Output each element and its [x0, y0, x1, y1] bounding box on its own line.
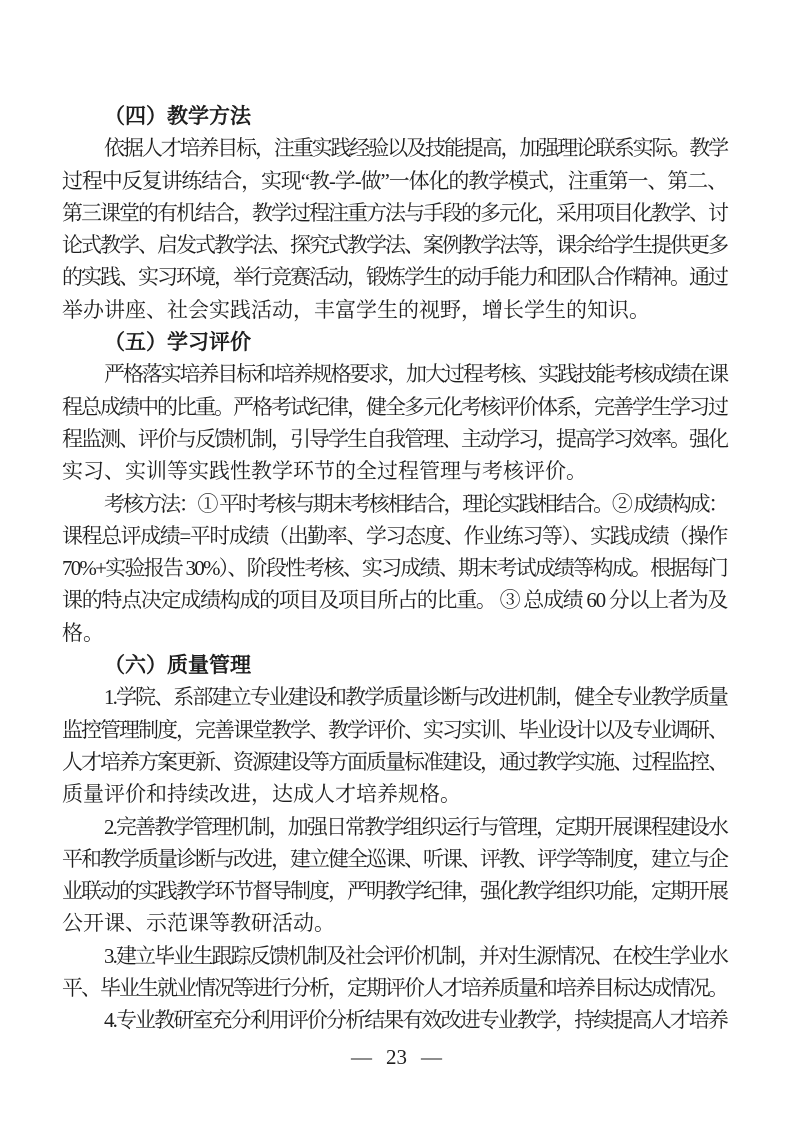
paragraph-line: 考核方法：① 平时考核与期末考核相结合，理论实践相结合。② 成绩构成：: [104, 491, 727, 516]
paragraph-line: 严格落实培养目标和培养规格要求，加大过程考核、实践技能考核成绩在课: [104, 362, 727, 387]
paragraph-line: 课的特点决定成绩构成的项目及项目所占的比重。 ③ 总成绩 60 分以上者为及: [62, 588, 727, 613]
paragraph-line: 公开课、示范课等教研活动。: [62, 911, 335, 936]
paragraph-line: 业联动的实践教学环节督导制度，严明教学纪律，强化教学组织功能，定期开展: [62, 879, 727, 904]
footer-right-dash: —: [421, 1045, 442, 1069]
paragraph-line: 第三课堂的有机结合，教学过程注重方法与手段的多元化，采用项目化教学、讨: [62, 200, 727, 225]
page-number: 23: [386, 1045, 407, 1069]
footer-left-dash: —: [351, 1045, 372, 1069]
paragraph-line: 过程中反复讲练结合，实现“教-学-做”一体化的教学模式，注重第一、第二、: [62, 168, 728, 193]
paragraph-line: 的实践、实习环境，举行竞赛活动，锻炼学生的动手能力和团队合作精神。通过: [62, 265, 727, 290]
section-heading: （四）教学方法: [104, 104, 251, 128]
paragraph-line: 3.建立毕业生跟踪反馈机制及社会评价机制，并对生源情况、在校生学业水: [104, 943, 727, 968]
paragraph-line: 实习、实训等实践性教学环节的全过程管理与考核评价。: [62, 459, 587, 484]
document-body: [62, 100, 727, 1037]
paragraph-line: 举办讲座、社会实践活动，丰富学生的视野，增长学生的知识。: [62, 297, 650, 322]
paragraph-line: 监控管理制度，完善课堂教学、教学评价、实习实训、毕业设计以及专业调研、: [62, 717, 727, 742]
paragraph-line: 4.专业教研室充分利用评价分析结果有效改进专业教学，持续提高人才培养: [104, 1008, 727, 1033]
paragraph-line: 程监测、评价与反馈机制，引导学生自我管理、主动学习，提高学习效率。强化: [62, 426, 727, 451]
paragraph-line: 课程总评成绩=平时成绩（出勤率、学习态度、作业练习等）、实践成绩（操作: [62, 523, 727, 548]
paragraph-line: 程总成绩中的比重。严格考试纪律，健全多元化考核评价体系，完善学生学习过: [62, 394, 727, 419]
paragraph-line: 平和教学质量诊断与改进，建立健全巡课、听课、评教、评学等制度，建立与企: [62, 846, 727, 871]
paragraph-line: 70%+实验报告 30%）、阶段性考核、实习成绩、期末考试成绩等构成。根据每门: [62, 556, 727, 581]
section-heading: （六）质量管理: [104, 653, 251, 678]
paragraph-line: 2.完善教学管理机制，加强日常教学组织运行与管理，定期开展课程建设水: [104, 814, 727, 839]
section-heading: （五）学习评价: [104, 330, 251, 355]
paragraph-line: 格。: [62, 620, 104, 645]
paragraph-line: 平、毕业生就业情况等进行分析，定期评价人才培养质量和培养目标达成情况。: [62, 976, 727, 1001]
paragraph-line: 质量评价和持续改进，达成人才培养规格。: [62, 782, 461, 807]
paragraph-line: 1.学院、系部建立专业建设和教学质量诊断与改进机制，健全专业教学质量: [104, 685, 727, 710]
paragraph-line: 人才培养方案更新、资源建设等方面质量标准建设，通过教学实施、过程监控、: [62, 749, 727, 774]
paragraph-line: 依据人才培养目标，注重实践经验以及技能提高，加强理论联系实际。教学: [104, 136, 727, 161]
paragraph-line: 论式教学、启发式教学法、探究式教学法、案例教学法等，课余给学生提供更多: [62, 233, 727, 258]
page-footer: [0, 1041, 793, 1073]
